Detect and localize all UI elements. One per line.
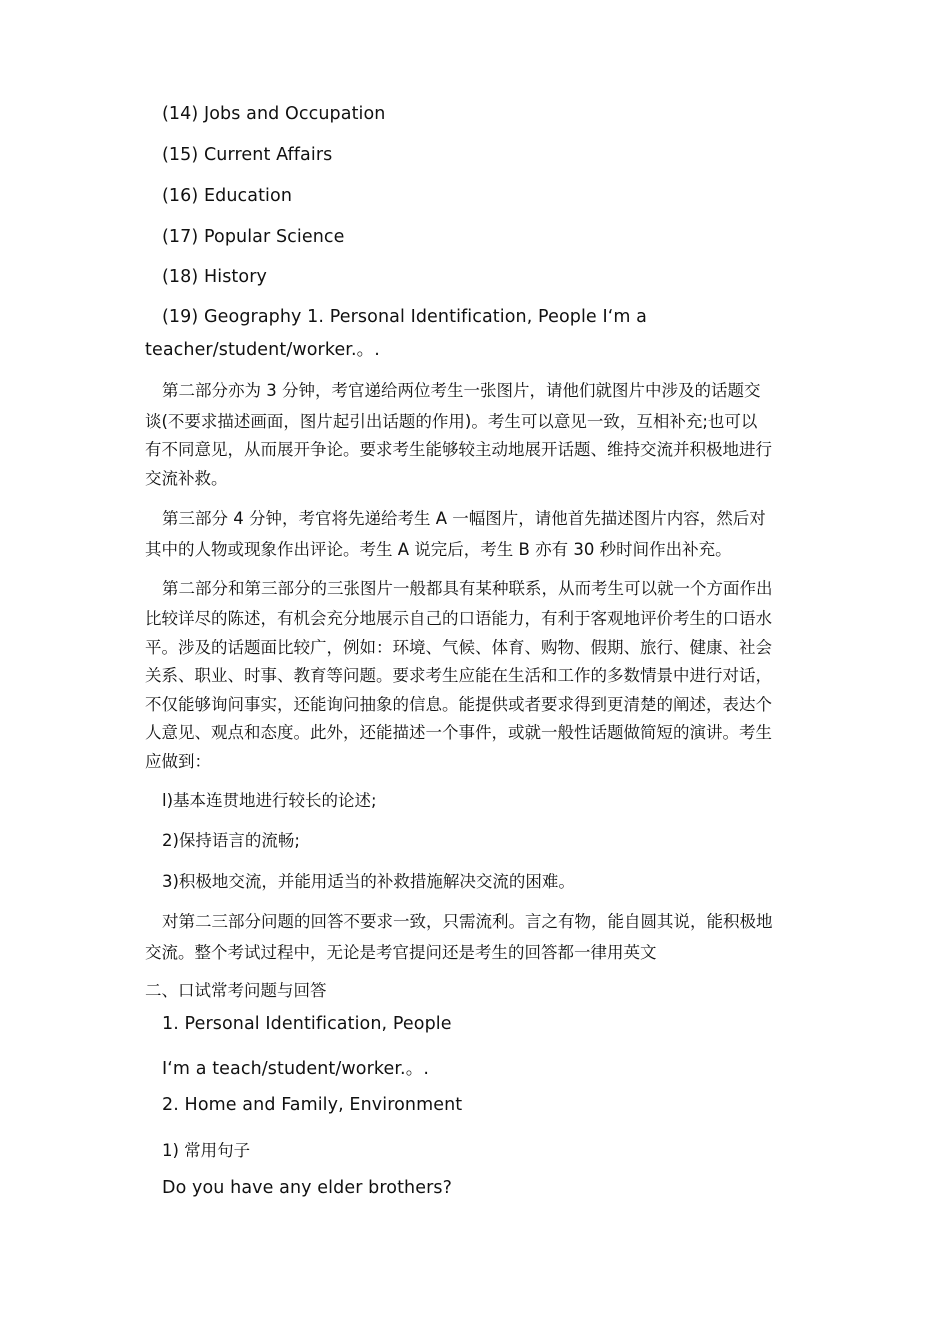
paragraph-line: 关系、职业、时事、教育等问题。要求考生应能在生活和工作的多数情景中进行对话， [145, 666, 772, 685]
section-heading: 二、口试常考问题与回答 [145, 981, 327, 1000]
paragraph-line: 不仅能够询问事实，还能询问抽象的信息。能提供或者要求得到更清楚的阐述，表达个 [145, 695, 772, 714]
qa-line: 1. Personal Identification, People [162, 1014, 452, 1034]
paragraph-line: 第二部分和第三部分的三张图片一般都具有某种联系，从而考生可以就一个方面作出 [162, 579, 773, 598]
qa-line: I‘m a teach/student/worker.。. [162, 1059, 429, 1079]
paragraph-line: 交流补救。 [145, 469, 228, 488]
topic-item: (16) Education [162, 186, 293, 206]
paragraph-line: 谈(不要求描述画面，图片起引出话题的作用)。考生可以意见一致，互相补充;也可以 [145, 412, 758, 431]
topic-item: (14) Jobs and Occupation [162, 104, 386, 124]
requirement-item: 2)保持语言的流畅; [162, 831, 300, 850]
paragraph-line: 应做到： [145, 752, 211, 771]
topic-item: (18) History [162, 267, 267, 287]
paragraph-line: 比较详尽的陈述，有机会充分地展示自己的口语能力，有利于客观地评价考生的口语水 [145, 609, 772, 628]
qa-line: 1) 常用句子 [162, 1141, 251, 1160]
paragraph-line: 第三部分 4 分钟，考官将先递给考生 A 一幅图片，请他首先描述图片内容，然后对 [162, 509, 766, 528]
paragraph-line: 人意见、观点和态度。此外，还能描述一个事件，或就一般性话题做简短的演讲。考生 [145, 723, 772, 742]
paragraph-line: 平。涉及的话题面比较广，例如：环境、气候、体育、购物、假期、旅行、健康、社会 [145, 638, 772, 657]
paragraph-line: 对第二三部分问题的回答不要求一致，只需流利。言之有物，能自圆其说，能积极地 [162, 912, 773, 931]
paragraph-line: 交流。整个考试过程中，无论是考官提问还是考生的回答都一律用英文 [145, 943, 657, 962]
qa-line: Do you have any elder brothers? [162, 1178, 453, 1198]
paragraph-line: 有不同意见，从而展开争论。要求考生能够较主动地展开话题、维持交流并积极地进行 [145, 440, 772, 459]
topic-item: (17) Popular Science [162, 227, 345, 247]
paragraph-line: 第二部分亦为 3 分钟，考官递给两位考生一张图片，请他们就图片中涉及的话题交 [162, 381, 761, 400]
requirement-item: 3)积极地交流，并能用适当的补救措施解决交流的困难。 [162, 872, 575, 891]
requirement-item: l)基本连贯地进行较长的论述; [162, 791, 377, 810]
topic-item: (15) Current Affairs [162, 145, 333, 165]
qa-line: 2. Home and Family, Environment [162, 1095, 463, 1115]
topic-item: (19) Geography 1. Personal Identification, People I‘m a [162, 307, 648, 327]
topic-item-continuation: teacher/student/worker.。. [145, 340, 380, 360]
paragraph-line: 其中的人物或现象作出评论。考生 A 说完后，考生 B 亦有 30 秒时间作出补充。 [145, 540, 732, 559]
